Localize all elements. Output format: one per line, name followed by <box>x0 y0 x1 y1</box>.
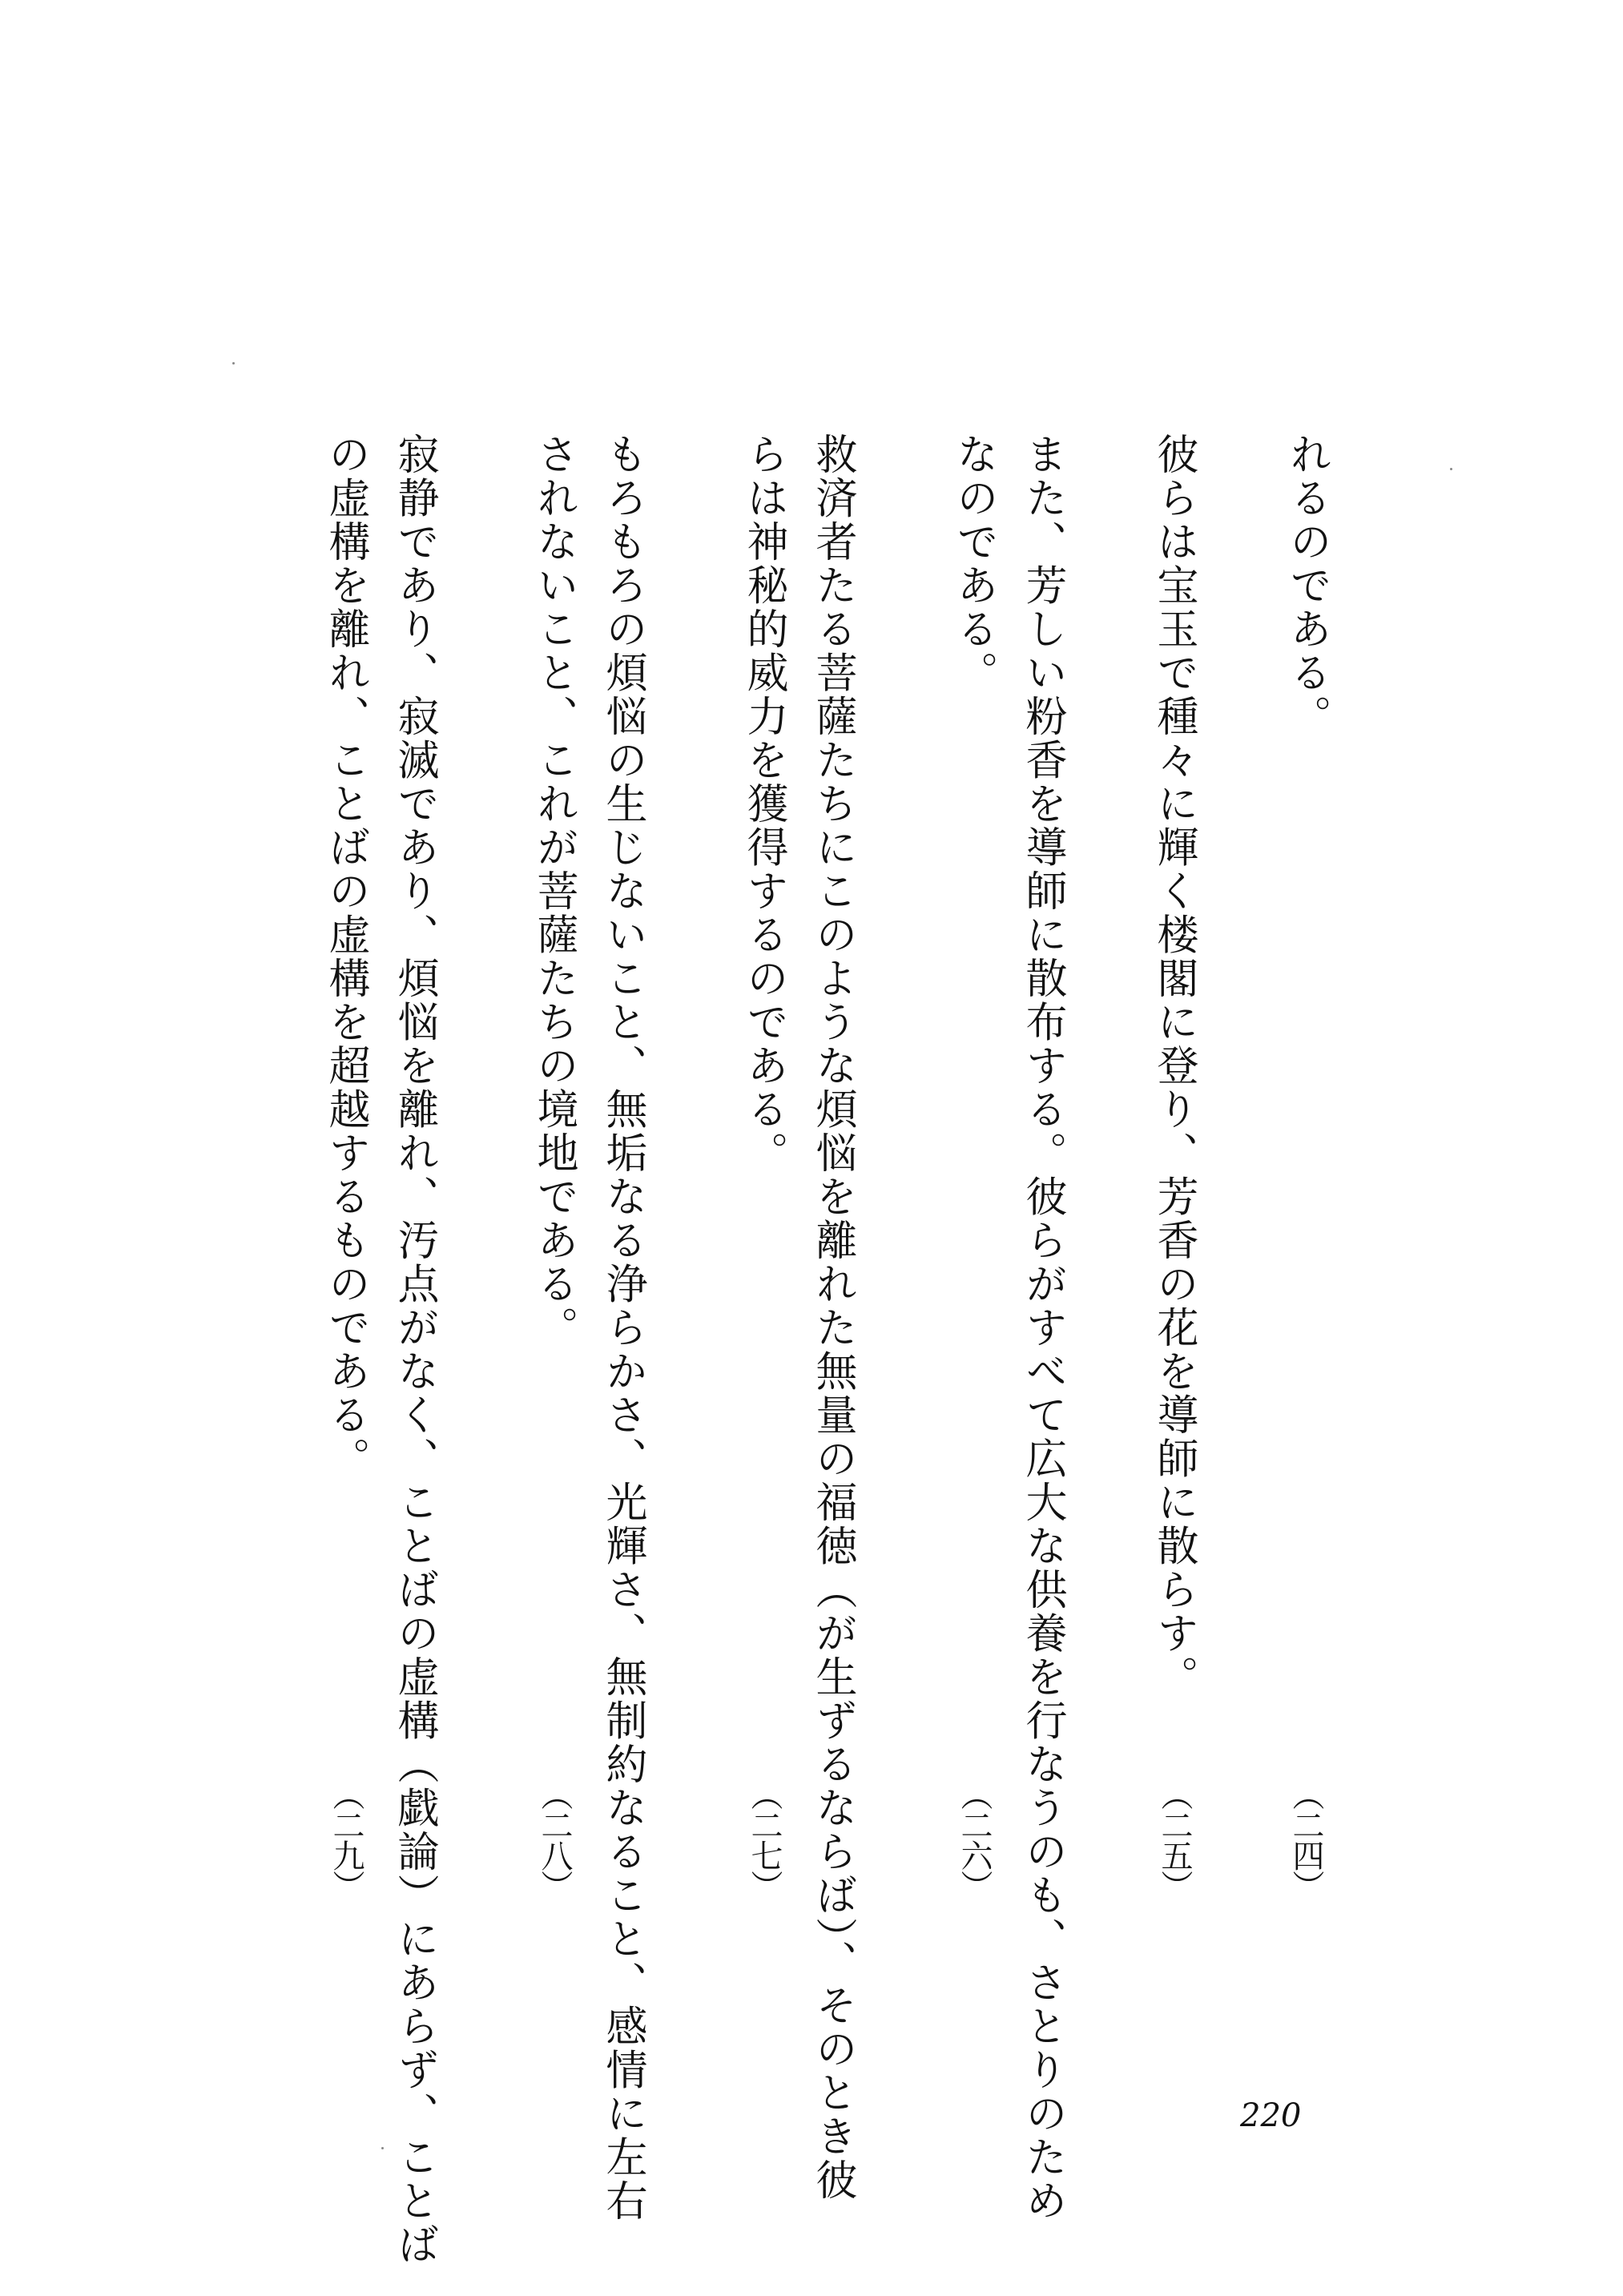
text-line: の虚構を離れ、ことばの虚構を超越するものである。 <box>321 433 369 1480</box>
verse-number: （二五） <box>1156 1778 1193 1900</box>
verse-number: （二四） <box>1287 1778 1324 1900</box>
verse-number: （二八） <box>536 1778 573 1900</box>
text-line: れるのである。 <box>1283 433 1331 739</box>
scan-speck <box>232 362 235 365</box>
scan-speck <box>1450 468 1452 470</box>
text-line: されないこと、これが菩薩たちの境地である。 <box>530 433 578 1350</box>
page-number: 220 <box>1240 2097 1302 2134</box>
text-line: らは神秘的威力を獲得するのである。 <box>739 433 787 1175</box>
scan-speck <box>381 2147 384 2149</box>
text-line: 寂静であり、寂滅であり、煩悩を離れ、汚点がなく、ことばの虚構（戯論）にあらず、ことば <box>390 433 438 2266</box>
text-line: もろもろの煩悩の生じないこと、無垢なる浄らかさ、光輝さ、無制約なること、感情に左右 <box>598 433 646 2223</box>
verse-number: （二九） <box>328 1778 364 1900</box>
verse-number: （二六） <box>956 1778 993 1900</box>
text-line: 彼らは宝玉で種々に輝く楼閣に登り、芳香の花を導師に散らす。 <box>1150 433 1198 1699</box>
verse-number: （二七） <box>746 1778 783 1900</box>
text-line: 救済者たる菩薩たちにこのような煩悩を離れた無量の福徳（が生ずるならば）、そのとき彼 <box>808 433 856 2202</box>
text-line: なのである。 <box>949 433 997 695</box>
text-line: また、芳しい粉香を導師に散布する。彼らがすべて広大な供養を行なうのも、さとりのため <box>1018 433 1066 2223</box>
